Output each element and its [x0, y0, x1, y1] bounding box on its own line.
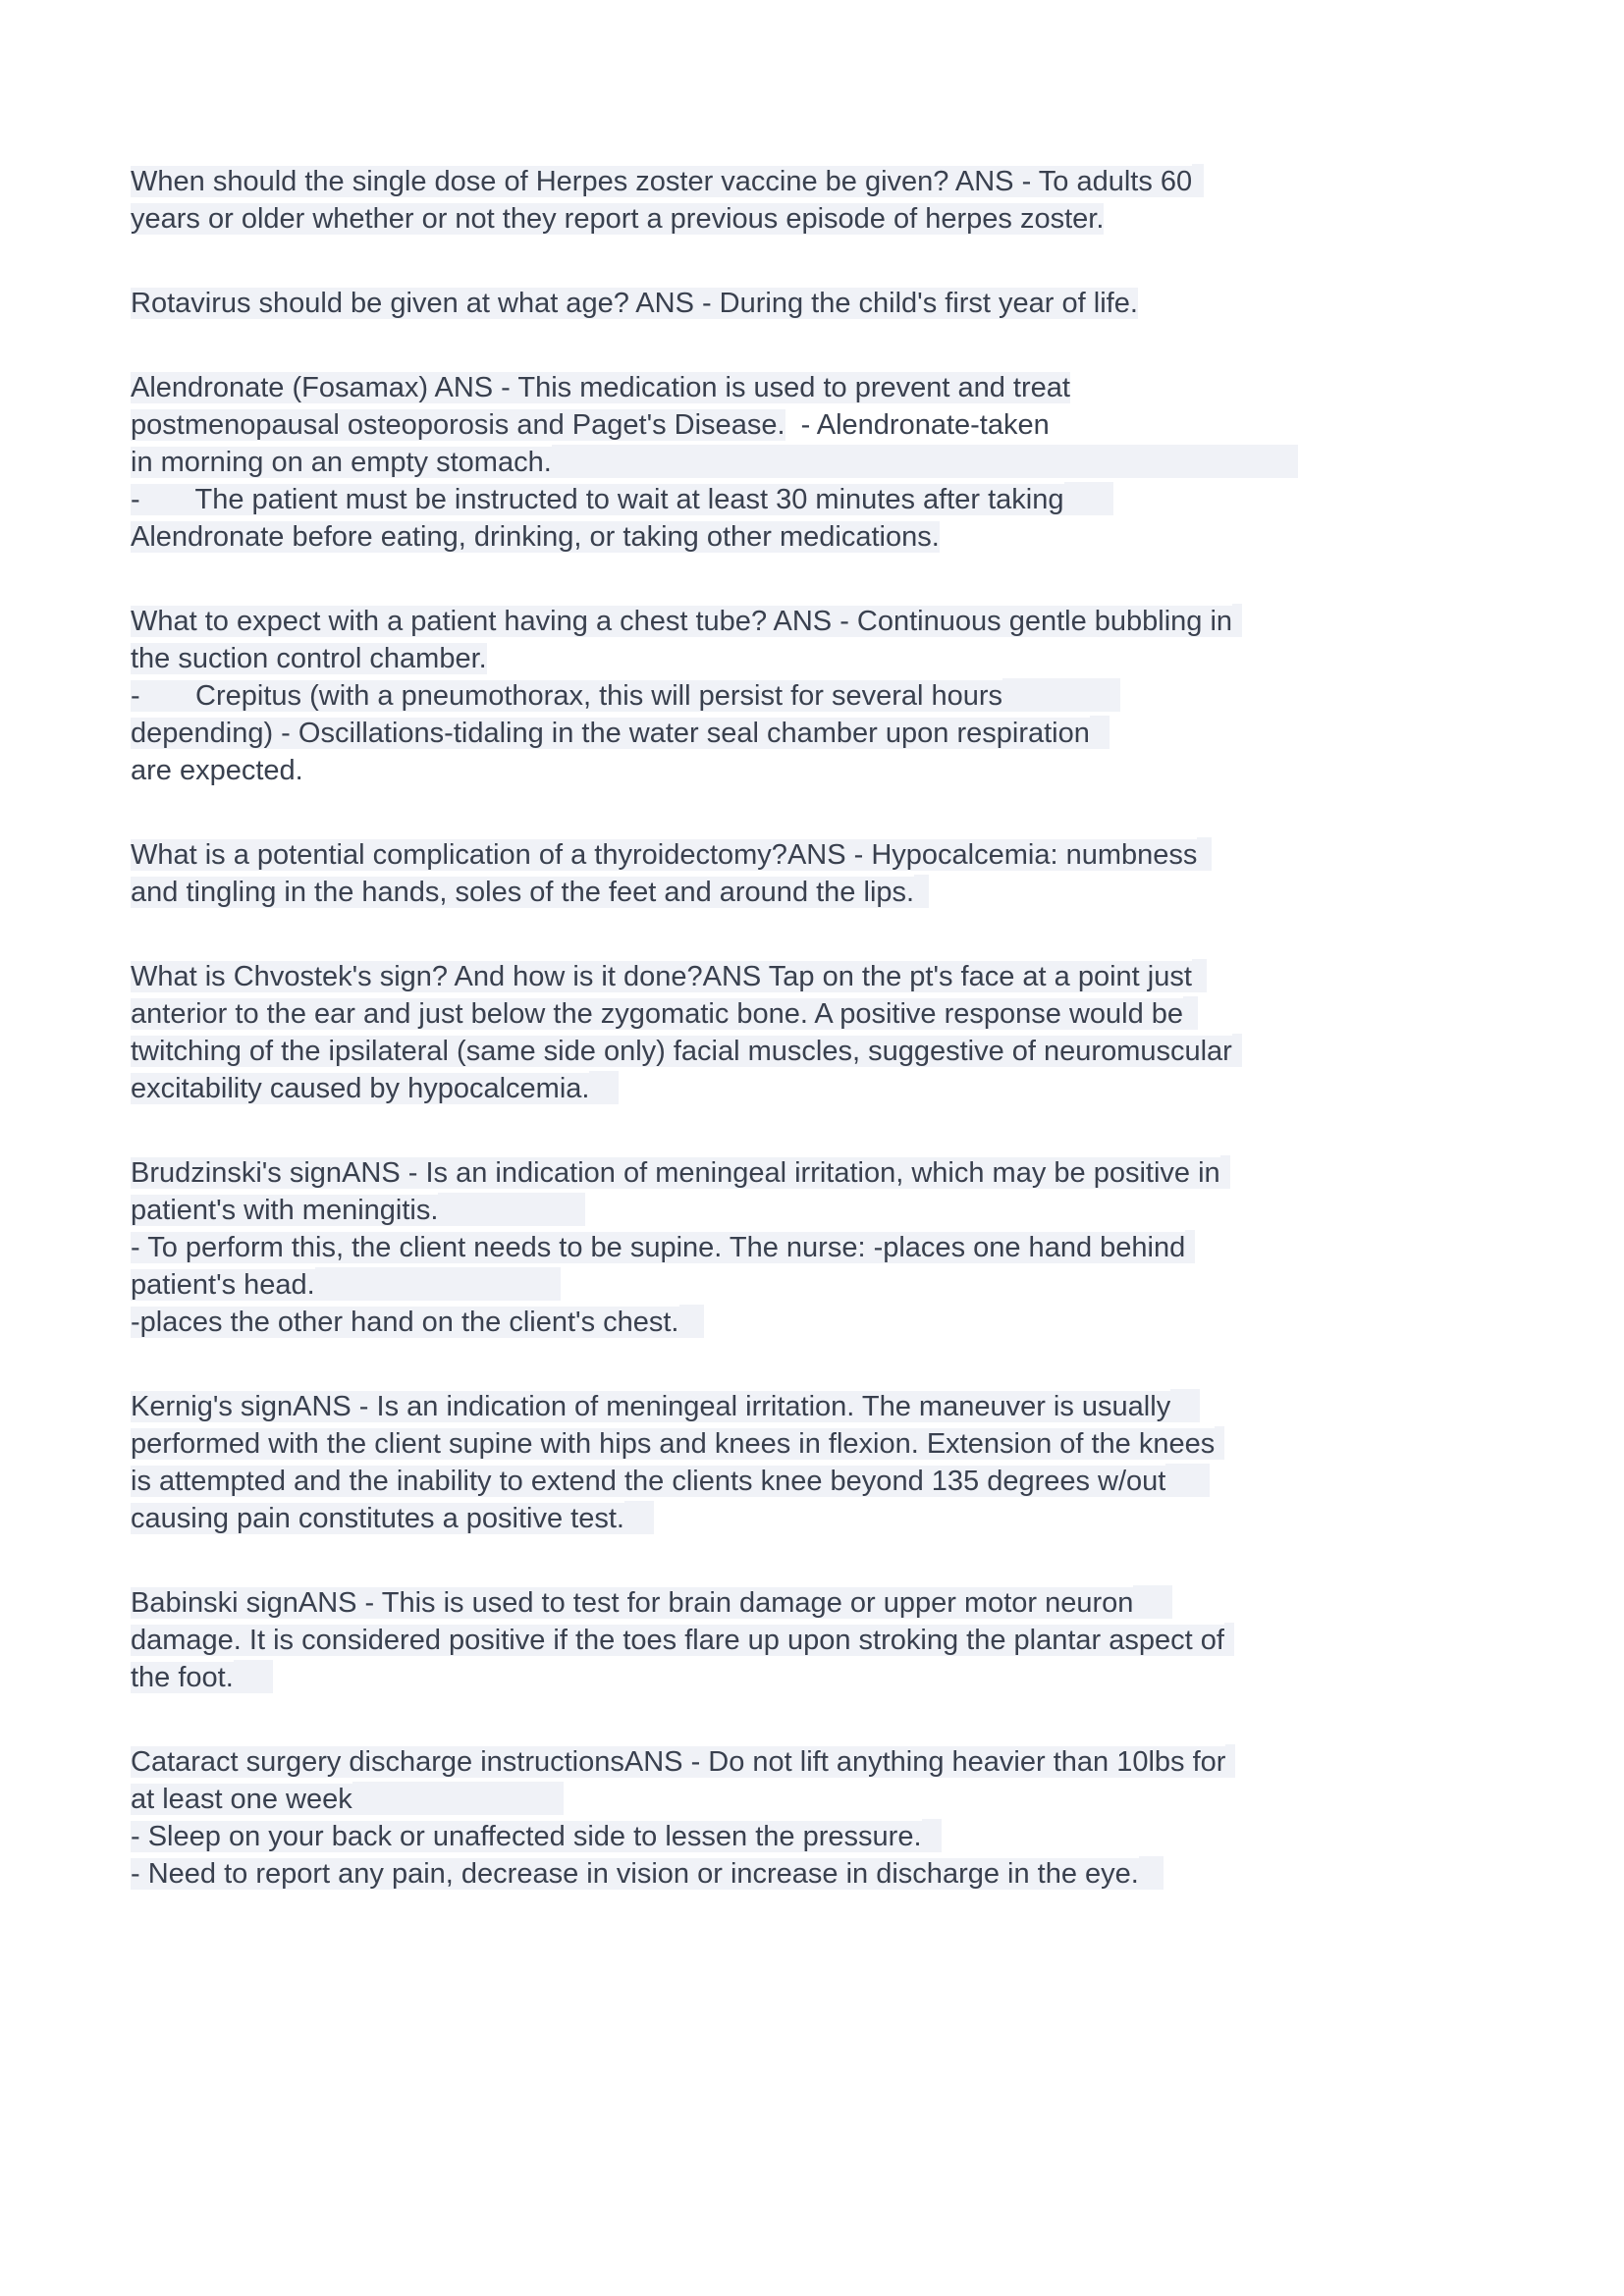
highlighted-text-run: -places the other hand on the client's chest. [131, 1307, 679, 1338]
text-line [131, 1463, 1495, 1500]
text-line [131, 1388, 1495, 1425]
text-line [131, 1229, 1495, 1266]
highlighted-text-run: in morning on an empty stomach. [131, 447, 552, 478]
text-line [131, 1855, 1495, 1893]
highlighted-text-run: twitching of the ipsilateral (same side only) facial muscles, suggestive of neuromuscular [131, 1036, 1232, 1067]
highlight-extension [315, 1267, 561, 1301]
text-line [131, 1425, 1495, 1463]
highlighted-text-run: causing pain constitutes a positive test. [131, 1503, 624, 1534]
highlighted-text-run: Cataract surgery discharge instructionsANS - Do not lift anything heavier than 10lbs for [131, 1746, 1226, 1778]
highlight-extension [589, 1071, 619, 1104]
highlight-extension [1165, 1464, 1210, 1497]
highlighted-text-run: Alendronate (Fosamax) ANS - This medication is used to prevent and treat [131, 372, 1070, 403]
text-line [131, 715, 1495, 752]
text-line [131, 1154, 1495, 1192]
text-line [131, 1192, 1495, 1229]
highlighted-text-run: What is a potential complication of a thyroidectomy?ANS - Hypocalcemia: numbness [131, 839, 1198, 871]
text-line [131, 836, 1495, 874]
highlighted-text-run: What to expect with a patient having a chest tube? ANS - Continuous gentle bubbling in [131, 606, 1233, 637]
text-line [131, 1500, 1495, 1537]
highlight-extension [1232, 604, 1242, 637]
text-line [131, 640, 1495, 677]
highlighted-text-run: years or older whether or not they report a previous episode of herpes zoster. [131, 203, 1105, 235]
highlighted-text-run: patient's head. [131, 1269, 315, 1301]
highlighted-text-run: - The patient must be instructed to wait at least 30 minutes after taking [131, 484, 1064, 515]
highlighted-text-run: Rotavirus should be given at what age? ANS - During the child's first year of life. [131, 288, 1138, 319]
highlight-extension [1170, 1389, 1200, 1422]
highlight-extension [1133, 1585, 1172, 1619]
paragraph [131, 836, 1495, 911]
text-line [131, 369, 1495, 406]
highlight-extension [1232, 1034, 1242, 1067]
highlighted-text-run: - Crepitus (with a pneumothorax, this will persist for several hours [131, 680, 1003, 712]
highlighted-text-run: When should the single dose of Herpes zoster vaccine be given? ANS - To adults 60 [131, 166, 1193, 197]
highlight-extension [1192, 959, 1207, 992]
highlight-extension [1183, 996, 1198, 1030]
text-line [131, 481, 1495, 518]
text-line [131, 1304, 1495, 1341]
highlighted-text-run: performed with the client supine with hips and knees in flexion. Extension of the knees [131, 1428, 1216, 1460]
text-line [131, 1033, 1495, 1070]
text-line [131, 752, 1495, 789]
text-line [131, 1659, 1495, 1696]
text-line [131, 200, 1495, 238]
text-line [131, 1622, 1495, 1659]
highlight-extension [1192, 164, 1204, 197]
highlight-extension [922, 1819, 942, 1852]
highlighted-text-run: anterior to the ear and just below the zygomatic bone. A positive response would be [131, 998, 1184, 1030]
highlight-extension [624, 1501, 654, 1534]
document-content [131, 163, 1495, 1893]
highlighted-text-run: damage. It is considered positive if the toes flare up upon stroking the plantar aspect of [131, 1625, 1224, 1656]
highlight-extension [352, 1782, 564, 1815]
text-line [131, 285, 1495, 322]
highlight-extension [914, 875, 929, 908]
highlighted-text-run: is attempted and the inability to extend the clients knee beyond 135 degrees w/out [131, 1466, 1166, 1497]
highlight-extension [679, 1305, 704, 1338]
highlight-extension [1225, 1744, 1235, 1778]
text-line [131, 1070, 1495, 1107]
paragraph [131, 163, 1495, 238]
text-line [131, 1584, 1495, 1622]
highlight-extension [1197, 837, 1212, 871]
paragraph [131, 1154, 1495, 1341]
text-line [131, 444, 1495, 481]
text-line [131, 518, 1495, 556]
highlight-extension [552, 445, 1298, 478]
text-line [131, 603, 1495, 640]
text-run: are expected. [131, 755, 303, 786]
paragraph [131, 1584, 1495, 1696]
highlighted-text-run: Alendronate before eating, drinking, or taking other medications. [131, 521, 940, 553]
text-line [131, 406, 1495, 444]
highlight-extension [234, 1660, 273, 1693]
highlighted-text-run: - To perform this, the client needs to be supine. The nurse: -places one hand behind [131, 1232, 1186, 1263]
text-line [131, 1781, 1495, 1818]
highlighted-text-run: at least one week [131, 1784, 352, 1815]
highlighted-text-run: the suction control chamber. [131, 643, 487, 674]
paragraph [131, 1388, 1495, 1537]
highlight-extension [1064, 482, 1113, 515]
highlighted-text-run: patient's with meningitis. [131, 1195, 439, 1226]
highlighted-text-run: depending) - Oscillations-tidaling in the water seal chamber upon respiration [131, 718, 1090, 749]
text-line [131, 995, 1495, 1033]
highlighted-text-run: postmenopausal osteoporosis and Paget's Disease. [131, 409, 785, 441]
highlighted-text-run: the foot. [131, 1662, 234, 1693]
paragraph [131, 603, 1495, 789]
text-line [131, 1266, 1495, 1304]
text-line [131, 958, 1495, 995]
highlighted-text-run: Babinski signANS - This is used to test for brain damage or upper motor neuron [131, 1587, 1134, 1619]
text-line [131, 1818, 1495, 1855]
paragraph [131, 1743, 1495, 1893]
text-run: - Alendronate-taken [785, 409, 1050, 441]
highlighted-text-run: What is Chvostek's sign? And how is it done?ANS Tap on the pt's face at a point just [131, 961, 1192, 992]
highlighted-text-run: - Need to report any pain, decrease in vision or increase in discharge in the eye. [131, 1858, 1139, 1890]
highlight-extension [1215, 1426, 1224, 1460]
paragraph [131, 285, 1495, 322]
paragraph [131, 369, 1495, 556]
text-line [131, 677, 1495, 715]
highlight-extension [1090, 716, 1110, 749]
highlight-extension [1220, 1155, 1230, 1189]
highlighted-text-run: and tingling in the hands, soles of the feet and around the lips. [131, 877, 915, 908]
highlight-extension [1185, 1230, 1195, 1263]
text-line [131, 1743, 1495, 1781]
highlighted-text-run: - Sleep on your back or unaffected side to lessen the pressure. [131, 1821, 922, 1852]
text-line [131, 874, 1495, 911]
highlight-extension [1002, 678, 1120, 712]
text-line [131, 163, 1495, 200]
highlight-extension [438, 1193, 585, 1226]
paragraph [131, 958, 1495, 1107]
highlighted-text-run: Kernig's signANS - Is an indication of meningeal irritation. The maneuver is usually [131, 1391, 1171, 1422]
highlight-extension [1139, 1856, 1164, 1890]
highlight-extension [1224, 1623, 1234, 1656]
highlighted-text-run: excitability caused by hypocalcemia. [131, 1073, 590, 1104]
highlighted-text-run: Brudzinski's signANS - Is an indication of meningeal irritation, which may be positive in [131, 1157, 1220, 1189]
